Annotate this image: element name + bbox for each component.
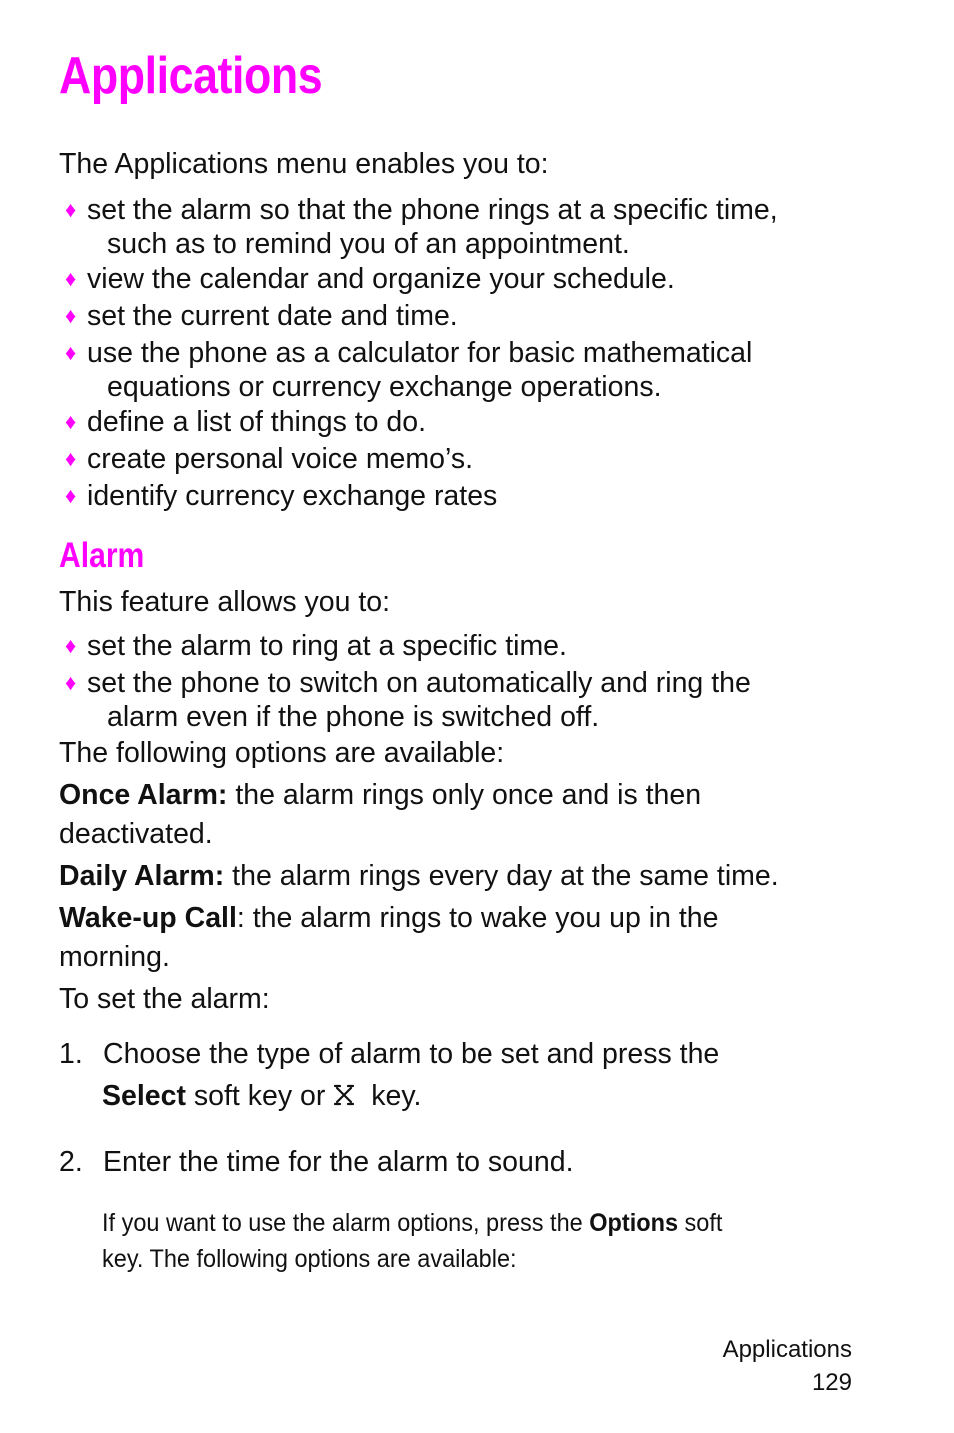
step-1: 1. Choose the type of alarm to be set and press the <box>59 1038 720 1070</box>
diamond-bullet-icon: ♦ <box>65 483 77 508</box>
step-1-continuation: Select soft key or key. <box>102 1080 422 1112</box>
option-continuation: morning. <box>59 941 170 973</box>
list-item: ♦ set the current date and time. <box>65 300 458 332</box>
alarm-intro: This feature allows you to: <box>59 586 391 618</box>
diamond-bullet-icon: ♦ <box>65 670 77 695</box>
list-item: ♦ view the calendar and organize your schedule. <box>65 263 675 295</box>
list-item-continuation: equations or currency exchange operations. <box>107 371 662 403</box>
options-intro: The following options are available: <box>59 737 505 769</box>
note-text: If you want to use the alarm options, press the Options soft <box>102 1209 723 1237</box>
note-continuation: key. The following options are available: <box>102 1245 517 1273</box>
star-key-icon <box>331 1082 357 1108</box>
diamond-bullet-icon: ♦ <box>65 446 77 471</box>
list-item: ♦ identify currency exchange rates <box>65 480 498 512</box>
option-once-alarm: Once Alarm: the alarm rings only once and is then <box>59 779 702 811</box>
diamond-bullet-icon: ♦ <box>65 340 77 365</box>
list-item: ♦ set the alarm to ring at a specific time. <box>65 630 567 662</box>
section-heading-alarm: Alarm <box>59 536 145 575</box>
page-title: Applications <box>59 47 323 105</box>
option-daily-alarm: Daily Alarm: the alarm rings every day at the same time. <box>59 860 779 892</box>
list-item-continuation: alarm even if the phone is switched off. <box>107 701 600 733</box>
list-item: ♦ define a list of things to do. <box>65 406 427 438</box>
list-item: ♦ use the phone as a calculator for basic mathematical <box>65 337 753 369</box>
list-item: ♦ set the phone to switch on automatically and ring the <box>65 667 751 699</box>
diamond-bullet-icon: ♦ <box>65 303 77 328</box>
to-set-text: To set the alarm: <box>59 983 270 1015</box>
list-item: ♦ set the alarm so that the phone rings at a specific time, <box>65 194 778 226</box>
diamond-bullet-icon: ♦ <box>65 266 77 291</box>
page-number: 129 <box>811 1369 852 1396</box>
step-2: 2. Enter the time for the alarm to sound. <box>59 1146 574 1178</box>
intro-text: The Applications menu enables you to: <box>59 148 549 180</box>
diamond-bullet-icon: ♦ <box>65 409 77 434</box>
option-continuation: deactivated. <box>59 818 213 850</box>
footer-section: Applications <box>722 1336 852 1363</box>
list-item: ♦ create personal voice memo’s. <box>65 443 473 475</box>
diamond-bullet-icon: ♦ <box>65 633 77 658</box>
option-wake-up-call: Wake-up Call: the alarm rings to wake you up in the <box>59 902 719 934</box>
list-item-continuation: such as to remind you of an appointment. <box>107 228 630 260</box>
diamond-bullet-icon: ♦ <box>65 197 77 222</box>
